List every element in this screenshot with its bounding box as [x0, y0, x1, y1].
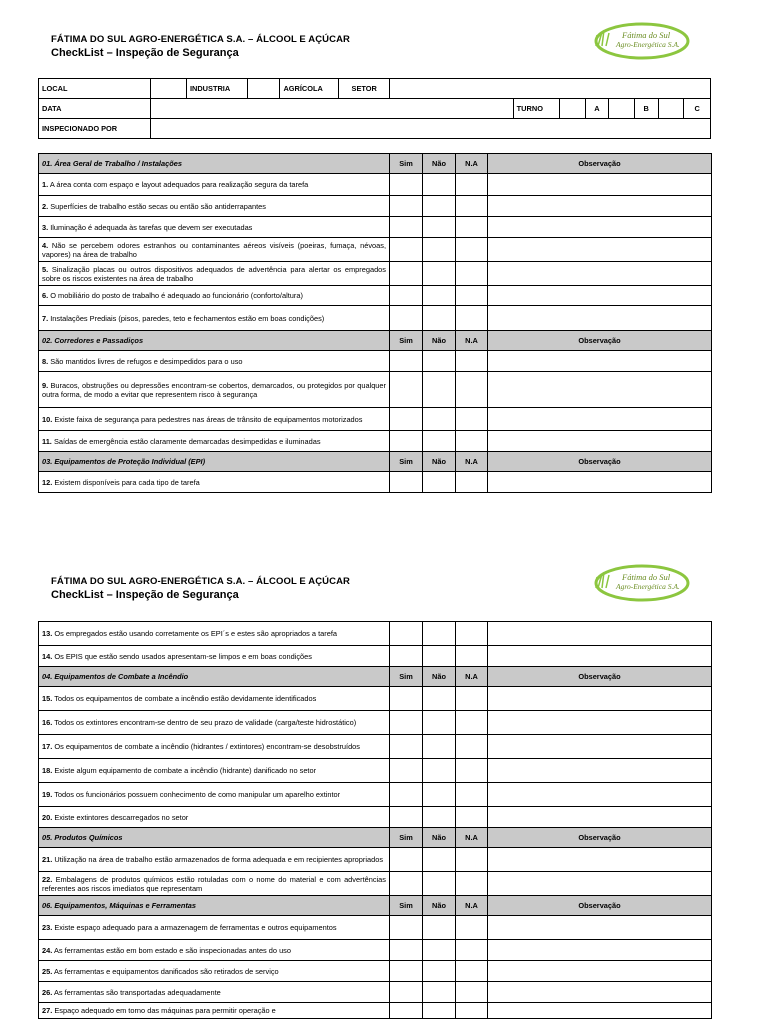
obs-cell[interactable] [488, 982, 712, 1003]
obs-cell[interactable] [488, 872, 712, 896]
field-turno[interactable] [559, 99, 585, 119]
nao-cell[interactable] [423, 687, 456, 711]
sim-cell[interactable] [390, 351, 423, 372]
na-cell[interactable] [456, 735, 488, 759]
item-text: 10. Existe faixa de segurança para pedestres nas áreas de trânsito de equipamentos motorizados [39, 408, 390, 431]
na-cell[interactable] [456, 472, 488, 493]
sim-cell[interactable] [390, 408, 423, 431]
checklist-row [39, 174, 712, 196]
col-observacao: Observação [488, 452, 712, 472]
item-number: 21. [42, 855, 53, 864]
sim-cell[interactable] [390, 286, 423, 306]
item-text: 24. As ferramentas estão em bom estado e são inspecionadas antes do uso [39, 940, 390, 961]
checklist-row [39, 372, 712, 408]
company-logo [590, 20, 690, 62]
label-data: DATA [39, 99, 151, 119]
nao-cell[interactable] [423, 735, 456, 759]
item-text: 11. Saídas de emergência estão claramente demarcadas desimpedidas e iluminadas [39, 431, 390, 452]
nao-cell[interactable] [423, 472, 456, 493]
na-cell[interactable] [456, 1003, 488, 1019]
item-text: 17. Os equipamentos de combate a incêndio (hidrantes / extintores) encontram-se desobstruídos [39, 735, 390, 759]
item-text: 16. Todos os extintores encontram-se dentro de seu prazo de validade (carga/teste hidrostático) [39, 711, 390, 735]
na-cell[interactable] [456, 783, 488, 807]
logo-line-1: Fátima do Sul [622, 572, 671, 582]
obs-cell[interactable] [488, 238, 712, 262]
field-local[interactable] [151, 79, 187, 99]
col-observacao: Observação [488, 667, 712, 687]
obs-cell[interactable] [488, 848, 712, 872]
item-text: 5. Sinalização placas ou outros dispositivos adequados de advertência para alertar os empregados sobre os riscos existentes na área de trabalho [39, 262, 390, 286]
nao-cell[interactable] [423, 982, 456, 1003]
item-number: 8. [42, 356, 49, 366]
nao-cell[interactable] [423, 408, 456, 431]
field-setor[interactable] [390, 79, 711, 99]
section-header [39, 828, 712, 848]
col-nao: Não [423, 667, 456, 687]
nao-cell[interactable] [423, 783, 456, 807]
col-sim: Sim [390, 667, 423, 687]
document-title: CheckList – Inspeção de Segurança [51, 47, 239, 59]
obs-cell[interactable] [488, 306, 712, 331]
item-number: 24. [42, 945, 53, 955]
item-number: 26. [42, 987, 53, 997]
item-text: 13. Os empregados estão usando corretamente os EPI´s e estes são apropriados a tarefa [39, 622, 390, 646]
na-cell[interactable] [456, 286, 488, 306]
na-cell[interactable] [456, 217, 488, 238]
checklist-row [39, 472, 712, 493]
section-title: 02. Corredores e Passadiços [39, 331, 390, 351]
field-industria[interactable] [247, 79, 280, 99]
sim-cell[interactable] [390, 174, 423, 196]
sim-cell[interactable] [390, 262, 423, 286]
checklist-row [39, 196, 712, 217]
nao-cell[interactable] [423, 306, 456, 331]
nao-cell[interactable] [423, 351, 456, 372]
obs-cell[interactable] [488, 735, 712, 759]
checklist-table-page1 [38, 153, 712, 493]
company-name: FÁTIMA DO SUL AGRO-ENERGÉTICA S.A. – ÁLCOOL E AÇÚCAR [51, 34, 351, 45]
col-nao: Não [423, 828, 456, 848]
item-number: 14. [42, 651, 53, 661]
checklist-row [39, 872, 712, 896]
obs-cell[interactable] [488, 174, 712, 196]
checklist-row [39, 351, 712, 372]
obs-cell[interactable] [488, 807, 712, 828]
nao-cell[interactable] [423, 217, 456, 238]
logo-line-2: Agro-Energética S.A. [616, 40, 680, 49]
section-header [39, 452, 712, 472]
checklist-row [39, 262, 712, 286]
obs-cell[interactable] [488, 472, 712, 493]
nao-cell[interactable] [423, 431, 456, 452]
item-text: 21. Utilização na área de trabalho estão armazenados de forma adequada e em recipientes apropriados [39, 848, 390, 872]
sim-cell[interactable] [390, 687, 423, 711]
item-number: 20. [42, 812, 53, 822]
checklist-row [39, 916, 712, 940]
obs-cell[interactable] [488, 916, 712, 940]
col-sim: Sim [390, 154, 423, 174]
na-cell[interactable] [456, 174, 488, 196]
checklist-row [39, 217, 712, 238]
item-text: 19. Todos os funcionários possuem conhecimento de como manipular um aparelho extintor [39, 783, 390, 807]
na-cell[interactable] [456, 872, 488, 896]
checklist-table-page2 [38, 621, 712, 1019]
nao-cell[interactable] [423, 961, 456, 982]
na-cell[interactable] [456, 262, 488, 286]
nao-cell[interactable] [423, 711, 456, 735]
col-na: N.A [456, 667, 488, 687]
item-number: 25. [42, 966, 53, 976]
item-number: 6. [42, 291, 49, 300]
checklist-row [39, 687, 712, 711]
col-sim: Sim [390, 896, 423, 916]
item-number: 3. [42, 222, 49, 232]
col-sim: Sim [390, 331, 423, 351]
item-text: 15. Todos os equipamentos de combate a incêndio estão devidamente identificados [39, 687, 390, 711]
label-inspecionado: INSPECIONADO POR [39, 119, 151, 139]
label-turno-a: A [585, 99, 609, 119]
na-cell[interactable] [456, 622, 488, 646]
na-cell[interactable] [456, 982, 488, 1003]
col-na: N.A [456, 896, 488, 916]
nao-cell[interactable] [423, 238, 456, 262]
sim-cell[interactable] [390, 431, 423, 452]
col-na: N.A [456, 452, 488, 472]
nao-cell[interactable] [423, 759, 456, 783]
obs-cell[interactable] [488, 351, 712, 372]
na-cell[interactable] [456, 687, 488, 711]
obs-cell[interactable] [488, 1003, 712, 1019]
sim-cell[interactable] [390, 472, 423, 493]
item-text: 3. Iluminação é adequada às tarefas que devem ser executadas [39, 217, 390, 238]
label-agricola: AGRÍCOLA [280, 79, 339, 99]
checklist-row [39, 982, 712, 1003]
logo-line-2: Agro-Energética S.A. [616, 582, 680, 591]
section-header [39, 154, 712, 174]
item-text: 9. Buracos, obstruções ou depressões encontram-se cobertos, demarcados, ou protegidos por qualquer outra forma, de modo a evitar que representem risco à segurança [39, 372, 390, 408]
section-title: 04. Equipamentos de Combate a Incêndio [39, 667, 390, 687]
col-na: N.A [456, 154, 488, 174]
sim-cell[interactable] [390, 372, 423, 408]
nao-cell[interactable] [423, 372, 456, 408]
item-text: 12. Existem disponíveis para cada tipo de tarefa [39, 472, 390, 493]
item-text: 22. Embalagens de produtos químicos estão rotuladas com o nome do material e com advertências referentes aos riscos imediatos que representam [39, 872, 390, 896]
section-header [39, 331, 712, 351]
sim-cell[interactable] [390, 238, 423, 262]
obs-cell[interactable] [488, 646, 712, 667]
item-number: 4. [42, 240, 49, 250]
col-sim: Sim [390, 452, 423, 472]
col-observacao: Observação [488, 154, 712, 174]
obs-cell[interactable] [488, 783, 712, 807]
nao-cell[interactable] [423, 807, 456, 828]
checklist-row [39, 783, 712, 807]
na-cell[interactable] [456, 372, 488, 408]
item-number: 15. [42, 694, 53, 703]
sim-cell[interactable] [390, 735, 423, 759]
nao-cell[interactable] [423, 196, 456, 217]
field-turno-b[interactable] [658, 99, 684, 119]
checklist-row [39, 408, 712, 431]
item-text: 18. Existe algum equipamento de combate a incêndio (hidrante) danificado no setor [39, 759, 390, 783]
info-table [38, 78, 711, 139]
label-setor: SETOR [339, 79, 390, 99]
checklist-row [39, 807, 712, 828]
checklist-row [39, 961, 712, 982]
label-local: LOCAL [39, 79, 151, 99]
obs-cell[interactable] [488, 759, 712, 783]
checklist-row [39, 759, 712, 783]
checklist-row [39, 711, 712, 735]
item-number: 9. [42, 380, 49, 390]
item-number: 27. [42, 1006, 53, 1015]
item-text: 20. Existe extintores descarregados no setor [39, 807, 390, 828]
checklist-row [39, 848, 712, 872]
na-cell[interactable] [456, 351, 488, 372]
checklist-row [39, 622, 712, 646]
checklist-row [39, 735, 712, 759]
col-nao: Não [423, 452, 456, 472]
document-title: CheckList – Inspeção de Segurança [51, 589, 239, 601]
sim-cell[interactable] [390, 759, 423, 783]
item-number: 13. [42, 629, 53, 638]
col-observacao: Observação [488, 828, 712, 848]
obs-cell[interactable] [488, 217, 712, 238]
checklist-row [39, 306, 712, 331]
nao-cell[interactable] [423, 286, 456, 306]
obs-cell[interactable] [488, 262, 712, 286]
item-number: 19. [42, 790, 53, 799]
nao-cell[interactable] [423, 622, 456, 646]
nao-cell[interactable] [423, 872, 456, 896]
col-nao: Não [423, 154, 456, 174]
sim-cell[interactable] [390, 646, 423, 667]
item-text: 14. Os EPIS que estão sendo usados apresentam-se limpos e em boas condições [39, 646, 390, 667]
obs-cell[interactable] [488, 286, 712, 306]
obs-cell[interactable] [488, 687, 712, 711]
col-observacao: Observação [488, 331, 712, 351]
sim-cell[interactable] [390, 1003, 423, 1019]
sim-cell[interactable] [390, 807, 423, 828]
sim-cell[interactable] [390, 916, 423, 940]
item-text: 1. A área conta com espaço e layout adequados para realização segura da tarefa [39, 174, 390, 196]
obs-cell[interactable] [488, 431, 712, 452]
na-cell[interactable] [456, 807, 488, 828]
col-nao: Não [423, 896, 456, 916]
section-title: 03. Equipamentos de Proteção Individual (EPI) [39, 452, 390, 472]
obs-cell[interactable] [488, 711, 712, 735]
company-logo [590, 562, 690, 604]
na-cell[interactable] [456, 848, 488, 872]
na-cell[interactable] [456, 961, 488, 982]
item-number: 2. [42, 201, 49, 211]
checklist-row [39, 431, 712, 452]
sim-cell[interactable] [390, 622, 423, 646]
checklist-row [39, 286, 712, 306]
nao-cell[interactable] [423, 916, 456, 940]
item-number: 17. [42, 742, 53, 751]
field-turno-a[interactable] [609, 99, 635, 119]
obs-cell[interactable] [488, 372, 712, 408]
nao-cell[interactable] [423, 174, 456, 196]
item-number: 7. [42, 313, 49, 323]
item-number: 22. [42, 874, 53, 884]
na-cell[interactable] [456, 196, 488, 217]
item-number: 11. [42, 436, 52, 446]
sim-cell[interactable] [390, 306, 423, 331]
item-number: 23. [42, 923, 53, 932]
item-text: 6. O mobiliário do posto de trabalho é adequado ao funcionário (conforto/altura) [39, 286, 390, 306]
nao-cell[interactable] [423, 646, 456, 667]
checklist-row [39, 940, 712, 961]
sim-cell[interactable] [390, 783, 423, 807]
section-header [39, 667, 712, 687]
section-header [39, 896, 712, 916]
nao-cell[interactable] [423, 848, 456, 872]
item-number: 12. [42, 477, 53, 487]
item-text: 2. Superfícies de trabalho estão secas ou então são antiderrapantes [39, 196, 390, 217]
obs-cell[interactable] [488, 408, 712, 431]
col-na: N.A [456, 828, 488, 848]
item-text: 26. As ferramentas são transportadas adequadamente [39, 982, 390, 1003]
item-number: 5. [42, 264, 49, 274]
item-text: 7. Instalações Prediais (pisos, paredes, teto e fechamentos estão em boas condições) [39, 306, 390, 331]
label-turno-c: C [684, 99, 711, 119]
company-name: FÁTIMA DO SUL AGRO-ENERGÉTICA S.A. – ÁLCOOL E AÇÚCAR [51, 576, 351, 587]
item-text: 8. São mantidos livres de refugos e desimpedidos para o uso [39, 351, 390, 372]
sim-cell[interactable] [390, 196, 423, 217]
sim-cell[interactable] [390, 217, 423, 238]
logo-line-1: Fátima do Sul [622, 30, 671, 40]
na-cell[interactable] [456, 940, 488, 961]
field-data[interactable] [151, 99, 514, 119]
na-cell[interactable] [456, 238, 488, 262]
sim-cell[interactable] [390, 961, 423, 982]
section-title: 05. Produtos Químicos [39, 828, 390, 848]
checklist-row [39, 646, 712, 667]
col-observacao: Observação [488, 896, 712, 916]
na-cell[interactable] [456, 408, 488, 431]
item-text: 23. Existe espaço adequado para a armazenagem de ferramentas e outros equipamentos [39, 916, 390, 940]
na-cell[interactable] [456, 431, 488, 452]
nao-cell[interactable] [423, 940, 456, 961]
nao-cell[interactable] [423, 1003, 456, 1019]
obs-cell[interactable] [488, 196, 712, 217]
sim-cell[interactable] [390, 872, 423, 896]
sim-cell[interactable] [390, 711, 423, 735]
section-title: 06. Equipamentos, Máquinas e Ferramentas [39, 896, 390, 916]
item-number: 18. [42, 766, 53, 775]
col-na: N.A [456, 331, 488, 351]
item-text: 25. As ferramentas e equipamentos danificados são retirados de serviço [39, 961, 390, 982]
na-cell[interactable] [456, 711, 488, 735]
na-cell[interactable] [456, 916, 488, 940]
obs-cell[interactable] [488, 940, 712, 961]
item-text: 27. Espaço adequado em torno das máquinas para permitir operação e [39, 1003, 390, 1019]
field-inspecionado[interactable] [151, 119, 711, 139]
sim-cell[interactable] [390, 982, 423, 1003]
section-title: 01. Área Geral de Trabalho / Instalações [39, 154, 390, 174]
item-number: 10. [42, 414, 53, 424]
obs-cell[interactable] [488, 622, 712, 646]
label-turno-b: B [634, 99, 658, 119]
sim-cell[interactable] [390, 940, 423, 961]
na-cell[interactable] [456, 306, 488, 331]
label-industria: INDUSTRIA [186, 79, 247, 99]
na-cell[interactable] [456, 759, 488, 783]
na-cell[interactable] [456, 646, 488, 667]
obs-cell[interactable] [488, 961, 712, 982]
col-nao: Não [423, 331, 456, 351]
item-number: 1. [42, 180, 49, 189]
checklist-row [39, 238, 712, 262]
sim-cell[interactable] [390, 848, 423, 872]
col-sim: Sim [390, 828, 423, 848]
item-text: 4. Não se percebem odores estranhos ou contaminantes aéreos visíveis (poeiras, fumaça, névoas, vapores) na área de trabalho [39, 238, 390, 262]
item-number: 16. [42, 718, 53, 727]
nao-cell[interactable] [423, 262, 456, 286]
checklist-row [39, 1003, 712, 1019]
label-turno: TURNO [513, 99, 559, 119]
